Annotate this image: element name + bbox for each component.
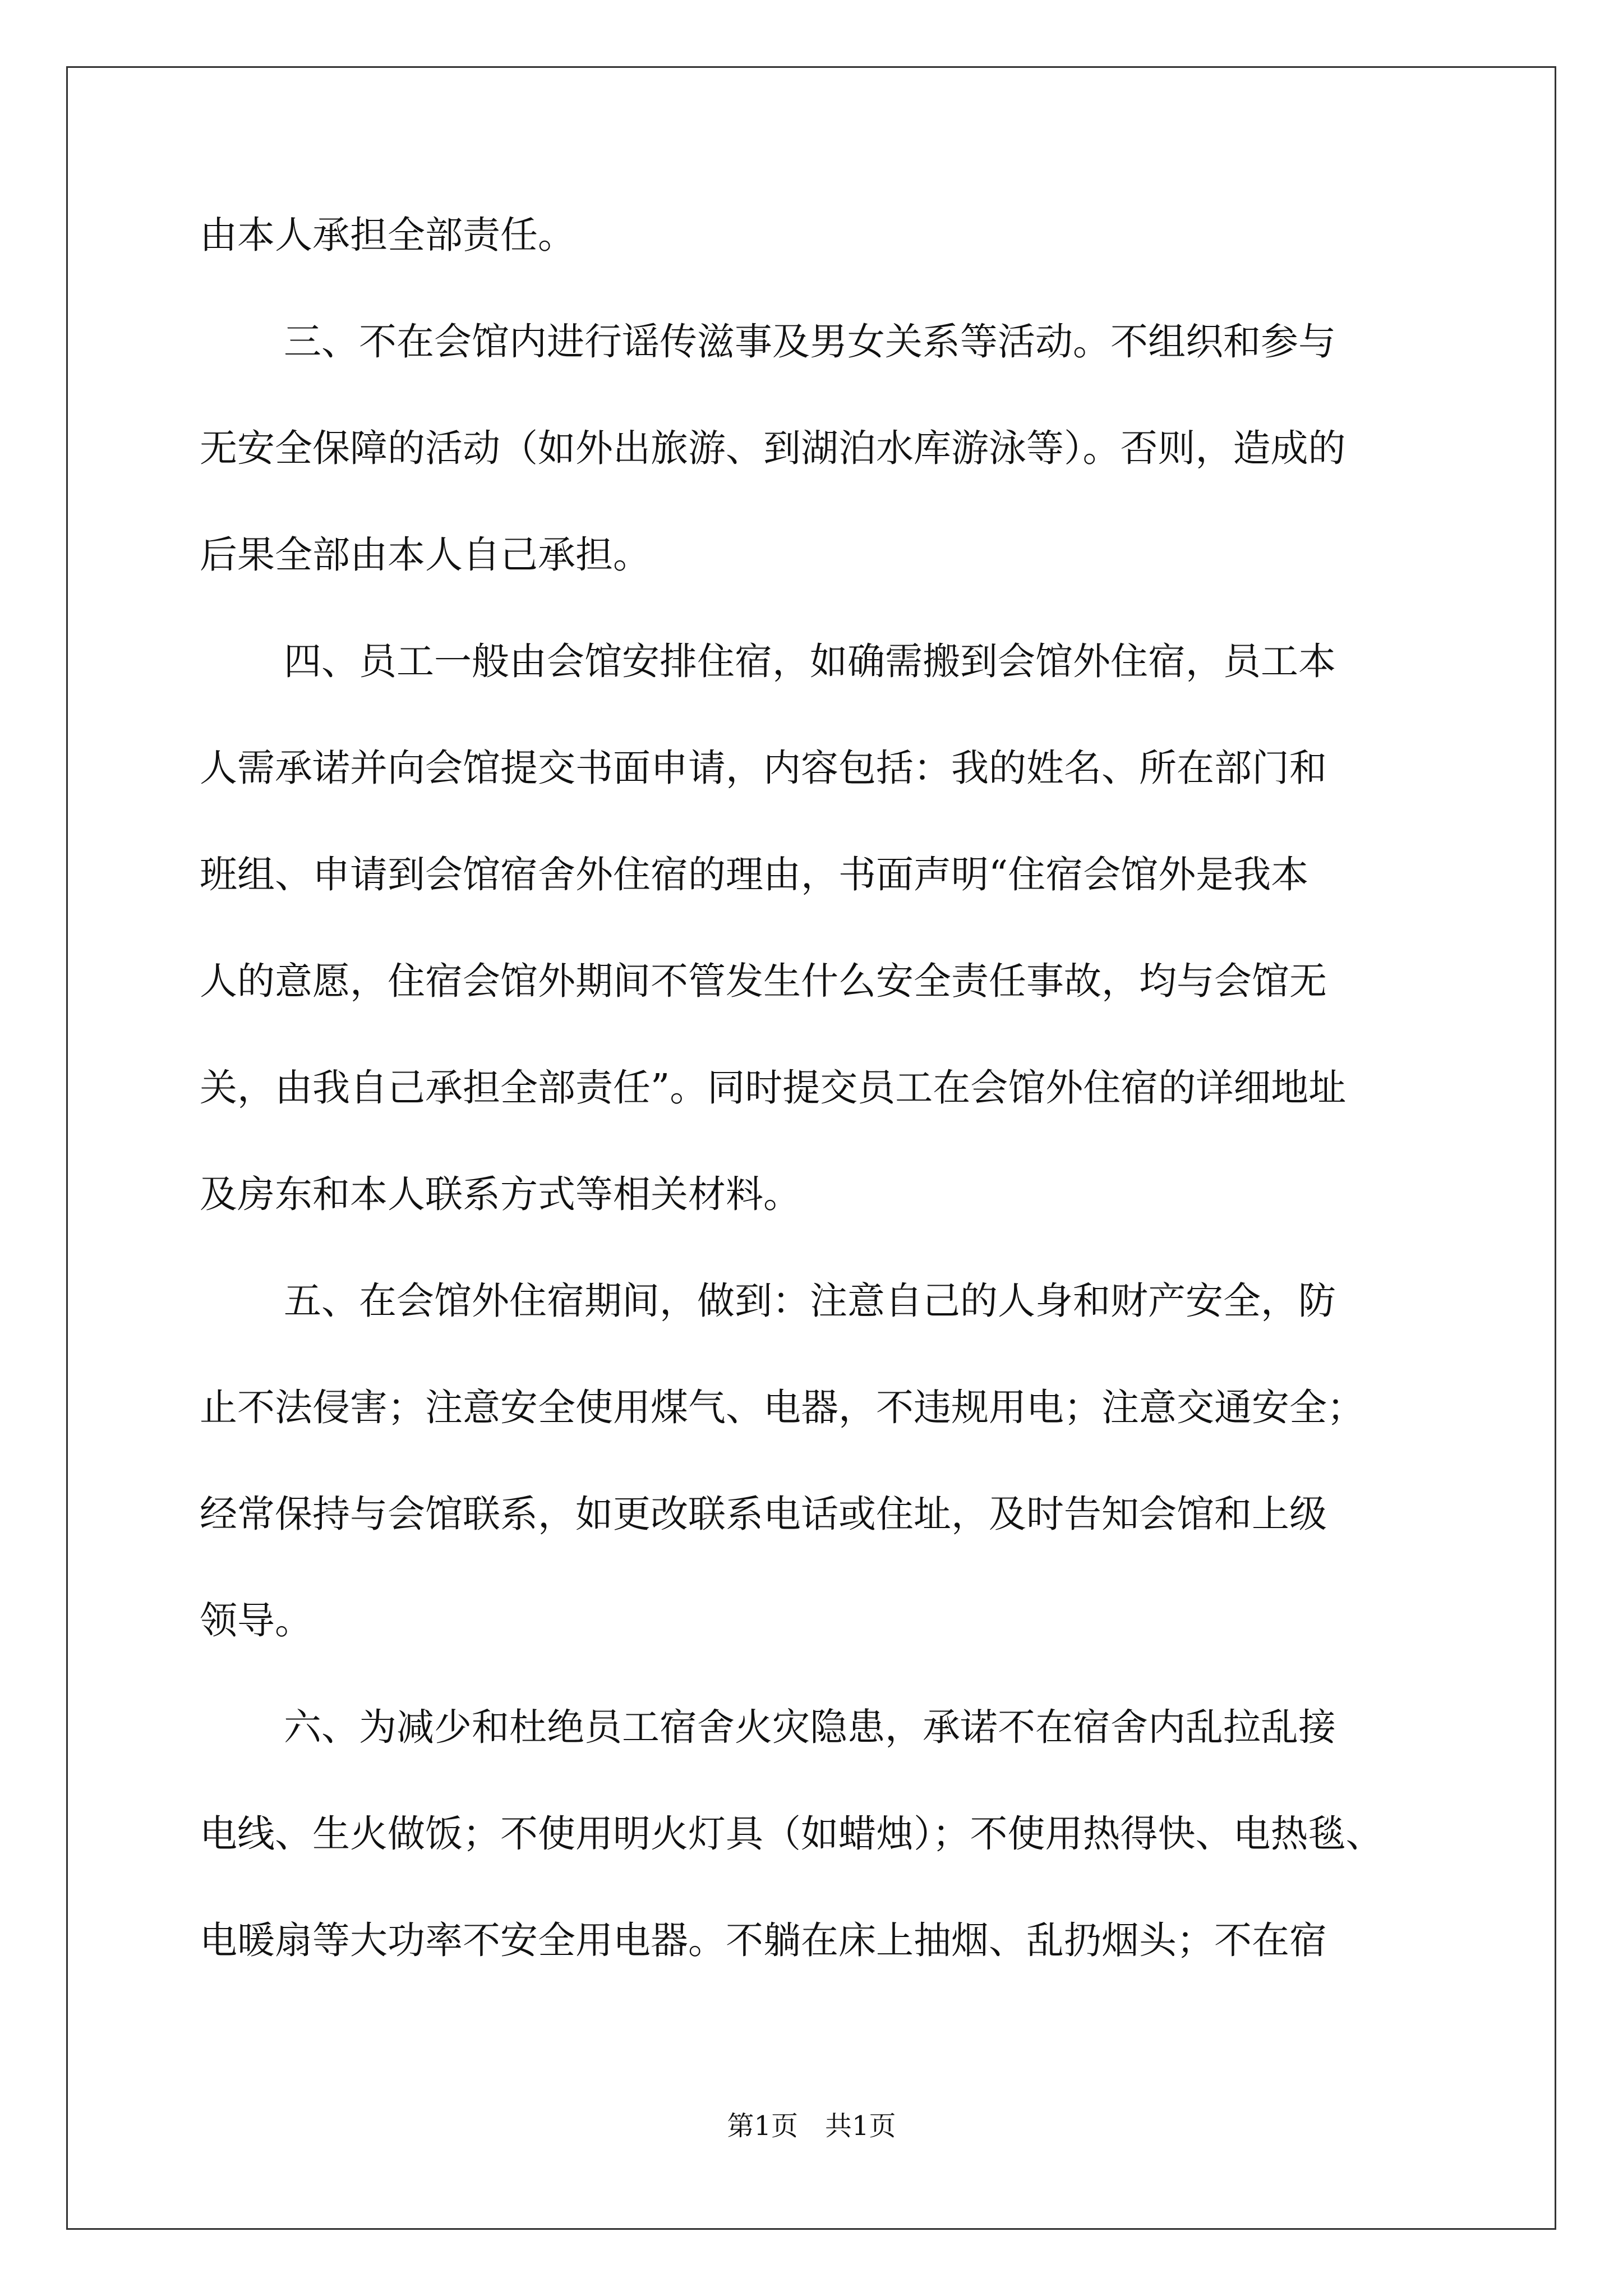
text-line-14: 领导。	[200, 1599, 312, 1642]
text-line-1: 由本人承担全部责任。	[200, 213, 575, 257]
text-line-13: 经常保持与会馆联系，如更改联系电话或住址，及时告知会馆和上级	[200, 1492, 1327, 1536]
text-line-7: 班组、申请到会馆宿舍外住宿的理由，书面声明“住宿会馆外是我本	[200, 853, 1309, 896]
text-line-12: 止不法侵害；注意安全使用煤气、电器，不违规用电；注意交通安全；	[200, 1386, 1364, 1429]
text-line-3: 无安全保障的活动（如外出旅游、到湖泊水库游泳等）。否则，造成的	[200, 426, 1346, 470]
text-line-4: 后果全部由本人自己承担。	[200, 533, 651, 577]
text-line-2: 三、不在会馆内进行谣传滋事及男女关系等活动。不组织和参与	[284, 320, 1336, 364]
text-line-8: 人的意愿，住宿会馆外期间不管发生什么安全责任事故，均与会馆无	[200, 959, 1327, 1003]
text-line-5: 四、员工一般由会馆安排住宿，如确需搬到会馆外住宿，员工本	[284, 639, 1336, 683]
text-line-17: 电暖扇等大功率不安全用电器。不躺在床上抽烟、乱扔烟头；不在宿	[200, 1918, 1327, 1962]
text-line-15: 六、为减少和杜绝员工宿舍火灾隐患，承诺不在宿舍内乱拉乱接	[284, 1705, 1336, 1749]
text-line-11: 五、在会馆外住宿期间，做到：注意自己的人身和财产安全，防	[284, 1279, 1336, 1323]
text-line-9: 关，由我自己承担全部责任”。同时提交员工在会馆外住宿的详细地址	[200, 1066, 1347, 1110]
text-line-16: 电线、生火做饭；不使用明火灯具（如蜡烛）；不使用热得快、电热毯、	[200, 1812, 1384, 1856]
page-number-footer: 第1页 共1页	[727, 2110, 896, 2142]
document-body	[200, 213, 1428, 1962]
text-line-10: 及房东和本人联系方式等相关材料。	[200, 1172, 801, 1216]
text-line-6: 人需承诺并向会馆提交书面申请，内容包括：我的姓名、所在部门和	[200, 746, 1327, 790]
